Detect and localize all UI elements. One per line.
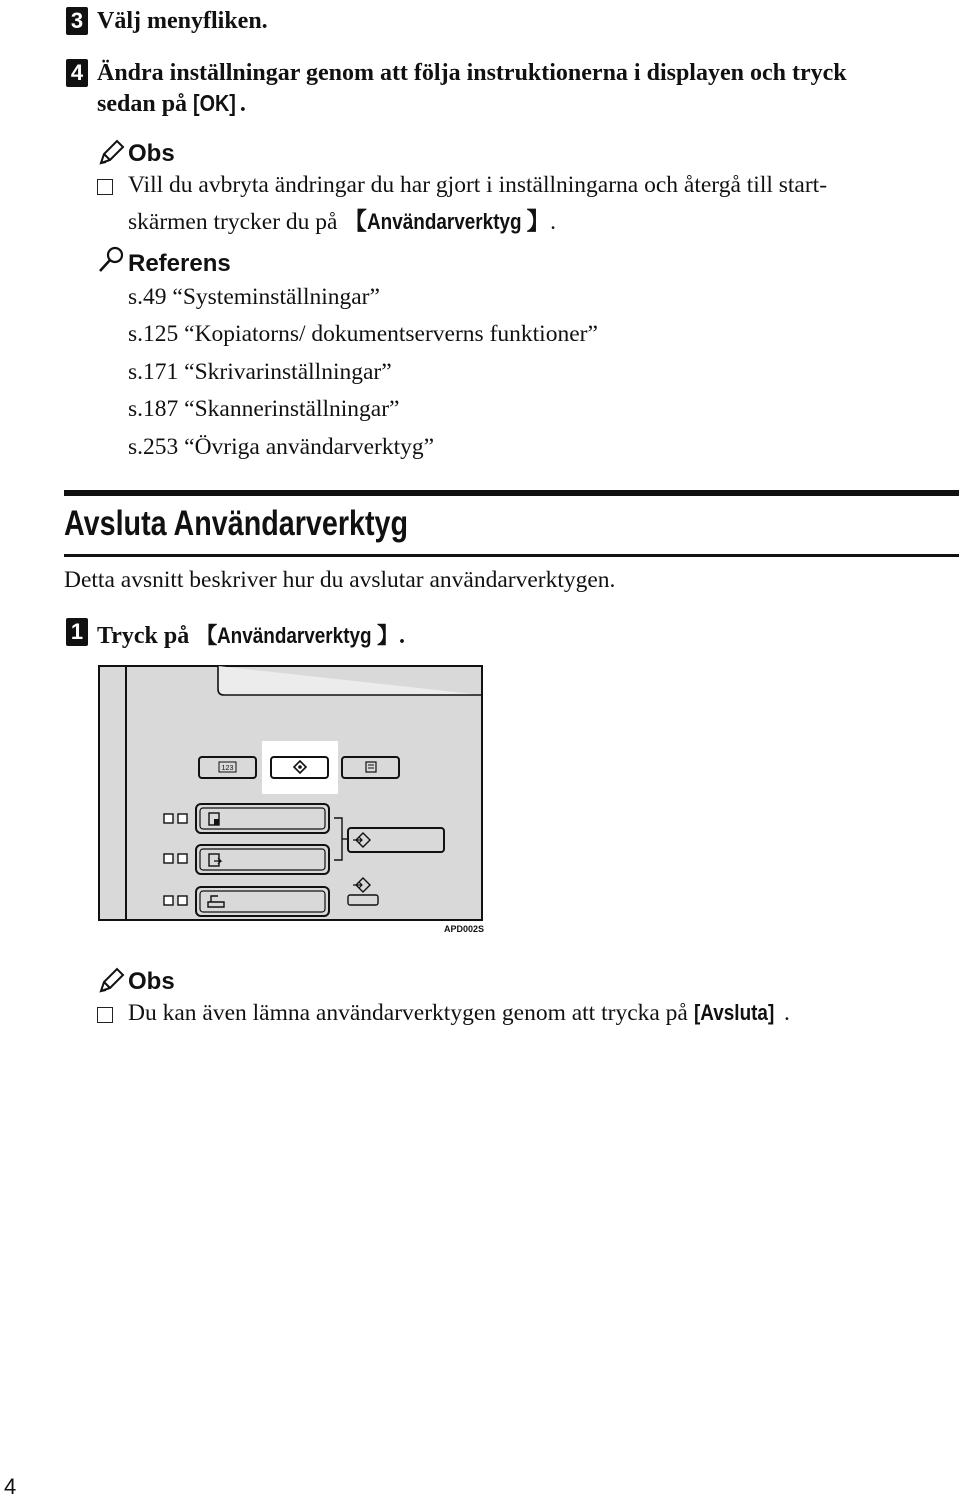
copy-mode-icon [196, 804, 329, 833]
note-1-line2-prefix: skärmen trycker du på [128, 209, 344, 235]
magnifier-icon [96, 245, 126, 280]
step-4-line1: Ändra inställningar genom att följa instruktionerna i displayen och tryck [97, 60, 847, 86]
keypad-label: 123 [221, 765, 234, 772]
user-tools-key-label: Användarverktyg [217, 623, 372, 648]
page-number: 4 [4, 1474, 17, 1499]
reference-item: s.253 “Övriga användarverktyg” [128, 434, 435, 460]
section-intro: Detta avsnitt beskriver hur du avslutar användarverktygen. [64, 567, 616, 593]
note-heading: Obs [128, 140, 175, 167]
step-1-prefix: Tryck på [97, 623, 196, 649]
pencil-icon [96, 966, 126, 1001]
key-open-bracket: 【 [343, 207, 367, 235]
step-4-line2-suffix: . [239, 91, 246, 117]
step-3-text: Välj menyfliken. [97, 8, 268, 34]
exit-key-label: [Avsluta] [693, 1000, 774, 1025]
note-2-prefix: Du kan även lämna användarverktygen genom att trycka på [128, 1000, 694, 1026]
key-open-bracket: 【 [195, 624, 218, 649]
checkbox-bullet [97, 1007, 113, 1023]
checkbox-bullet [97, 179, 113, 195]
step-4-line2-prefix: sedan på [97, 91, 194, 117]
pencil-icon [96, 138, 126, 173]
ok-key-label: [OK] [193, 90, 236, 116]
document-server-icon [196, 845, 329, 874]
section-top-rule [64, 490, 959, 496]
reference-item: s.49 “Systeminställningar” [128, 284, 380, 310]
step-number-3: 3 [66, 7, 88, 35]
step-number-1: 1 [66, 618, 88, 646]
step-number-4: 4 [66, 59, 88, 87]
user-tools-key-icon [271, 757, 328, 778]
key-close-bracket: 】 [526, 207, 551, 235]
note-1-line2 [128, 202, 556, 236]
step-1-text [97, 619, 405, 650]
reference-item: s.125 “Kopiatorns/ dokumentserverns funktioner” [128, 321, 598, 347]
section-bottom-rule [64, 554, 959, 557]
note-2-text [128, 1000, 790, 1027]
printer-icon [196, 887, 329, 916]
reference-item: s.187 “Skannerinställningar” [128, 396, 400, 422]
control-panel-figure [98, 665, 484, 928]
note-2-suffix: . [784, 1000, 790, 1026]
figure-caption: APD002S [444, 924, 485, 934]
display-key-icon [342, 757, 399, 778]
step-1-suffix: . [399, 623, 406, 649]
reference-heading: Referens [128, 250, 231, 277]
user-tools-key-label: Användarverktyg [366, 209, 522, 234]
note-heading: Obs [128, 968, 175, 995]
key-close-bracket: 】 [377, 624, 400, 649]
step-4-line2 [97, 90, 246, 118]
reference-item: s.171 “Skrivarinställningar” [128, 359, 392, 385]
counter-key-icon [199, 757, 256, 778]
section-title [64, 504, 484, 544]
note-1-line1: Vill du avbryta ändringar du har gjort i inställningarna och återgå till start- [128, 172, 828, 198]
section-title-text: Avsluta Användarverktyg [64, 504, 409, 543]
note-1-line2-suffix: . [550, 209, 556, 235]
